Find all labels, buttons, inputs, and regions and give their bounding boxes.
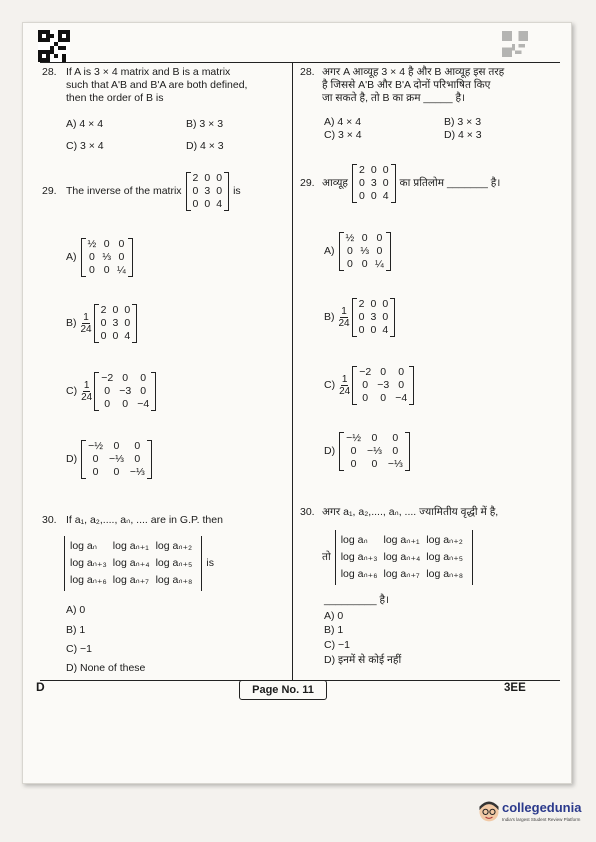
qr-code-icon <box>38 30 70 62</box>
option-b: B) 3 × 3 <box>186 118 224 130</box>
question-text-line: है जिससे A'B और B'A दोनों परिभाषित किए <box>322 79 491 91</box>
option-a: A) ½ 0 0 0 ⅓ 0 0 0 ¼ <box>66 238 133 277</box>
option-d: D) 4 × 3 <box>444 129 482 141</box>
question-29-en <box>42 172 241 211</box>
option-a: A) 4 × 4 <box>324 116 362 128</box>
page-number: Page No. 11 <box>239 680 327 700</box>
brand-tagline: India's largest Student Review Platform <box>502 817 581 822</box>
option-b: B) 1 <box>66 624 86 636</box>
series-code: D <box>36 680 45 694</box>
question-number: 29. <box>300 177 315 189</box>
option-c: C) −1 <box>66 643 92 655</box>
option-a: A) ½ 0 0 0 ⅓ 0 0 0 ¼ <box>324 232 391 271</box>
question-text-line: If A is 3 × 4 matrix and B is a matrix <box>66 66 231 78</box>
question-text: If a₁, a₂,...., aₙ, .... are in G.P. then <box>66 514 223 526</box>
option-c: C) $\frac{1}{24}$ −2 0 0 0 −3 0 0 0 −4 <box>66 372 156 411</box>
question-30-en <box>42 514 223 527</box>
question-number: 28. <box>300 66 315 78</box>
option-a: A) 0 <box>66 604 86 616</box>
collegedunia-mascot-icon <box>476 798 502 824</box>
option-c: C) $\frac{1}{24}$ −2 0 0 0 −3 0 0 0 −4 <box>324 366 414 405</box>
determinant-hi: तो log aₙ log aₙ₊₁ log aₙ₊₂ log aₙ₊₃ log aₙ₊₄ log aₙ₊₅ log aₙ₊₆ log aₙ₊₇ log aₙ₊₈ <box>322 530 473 585</box>
question-number: 30. <box>42 514 57 526</box>
option-c: C) −1 <box>324 639 350 651</box>
matrix: 2 0 0 0 3 0 0 0 4 <box>352 164 396 203</box>
question-28-en <box>42 66 287 105</box>
question-number: 28. <box>42 66 57 78</box>
option-d: D) इनमें से कोई नहीं <box>324 654 402 666</box>
question-text-line: जा सकते है, तो B का क्रम _____ है। <box>322 92 466 104</box>
option-d: D) 4 × 3 <box>186 140 224 152</box>
qr-code-faint-icon <box>502 30 528 58</box>
question-text-line: such that A'B and B'A are both defined, <box>66 79 248 91</box>
question-text-line: अगर A आव्यूह 3 × 4 है और B आव्यूह इस तरह <box>322 66 505 78</box>
option-c: C) 3 × 4 <box>324 129 362 141</box>
question-number: 30. <box>300 506 315 518</box>
question-text-line: then the order of B is <box>66 92 164 104</box>
column-divider <box>292 62 293 682</box>
matrix: 2 0 0 0 3 0 0 0 4 <box>186 172 230 211</box>
blank-suffix: _________ है। <box>324 594 390 606</box>
question-text: The inverse of the matrix <box>66 185 182 197</box>
determinant-en: log aₙ log aₙ₊₁ log aₙ₊₂ log aₙ₊₃ log aₙ₊₄ log aₙ₊₅ log aₙ₊₆ log aₙ₊₇ log aₙ₊₈ is <box>64 536 214 591</box>
question-text-suffix: का प्रतिलोम _______ है। <box>399 177 501 189</box>
question-28-hi <box>300 66 562 105</box>
question-text: अगर a₁, a₂,...., aₙ, .... ज्यामितीय वृद्धी में है, <box>322 506 499 518</box>
option-d: D) None of these <box>66 662 146 674</box>
option-b: B) 3 × 3 <box>444 116 482 128</box>
option-a: A) 4 × 4 <box>66 118 104 130</box>
option-d: D) −½ 0 0 0 −⅓ 0 0 0 −⅓ <box>324 432 410 471</box>
question-30-hi <box>300 506 498 519</box>
option-b: B) $\frac{1}{24}$ 2 0 0 0 3 0 0 0 4 <box>66 304 137 343</box>
option-c: C) 3 × 4 <box>66 140 104 152</box>
paper-code: 3EE <box>504 682 526 694</box>
question-number: 29. <box>42 185 57 197</box>
brand-name: collegedunia <box>502 800 582 815</box>
question-text-suffix: is <box>233 185 241 197</box>
question-text: आव्यूह <box>322 177 348 189</box>
header-rule <box>40 62 560 63</box>
question-29-hi <box>300 164 500 203</box>
option-b: B) $\frac{1}{24}$ 2 0 0 0 3 0 0 0 4 <box>324 298 395 337</box>
option-a: A) 0 <box>324 610 344 622</box>
option-b: B) 1 <box>324 624 344 636</box>
option-d: D) −½ 0 0 0 −⅓ 0 0 0 −⅓ <box>66 440 152 479</box>
